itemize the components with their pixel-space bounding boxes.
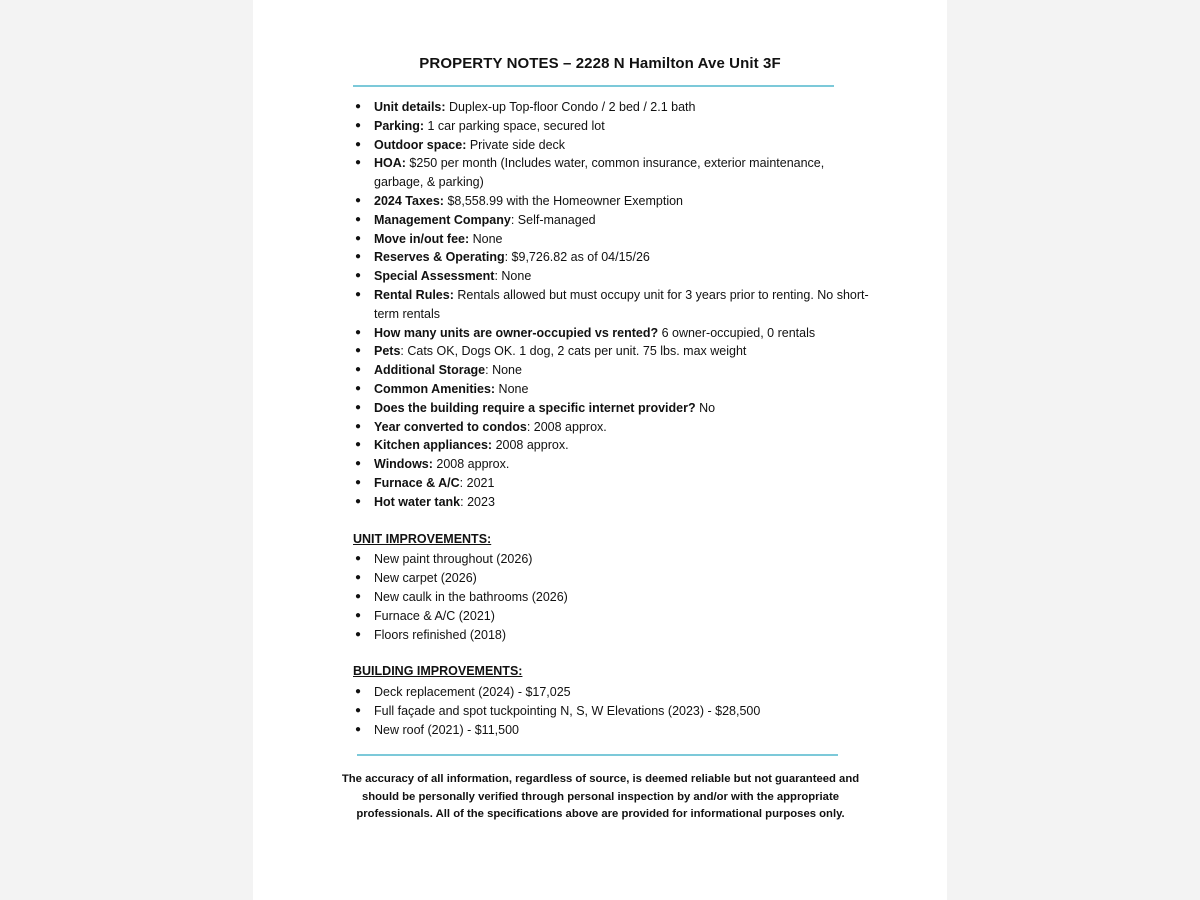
disclaimer-text: The accuracy of all information, regardless of source, is deemed reliable but not guaranteed and should be personally verified through personal inspection by and/or with the appropriate professionals. All of the specifications above are provided for informational purposes only. <box>341 773 860 820</box>
bullet-icon: ● <box>355 572 362 584</box>
building-improvements-list <box>353 683 873 739</box>
detail-item <box>353 455 873 474</box>
detail-label: Reserves & Operating <box>374 250 505 265</box>
unit-improvements-list <box>353 550 873 644</box>
detail-label: Pets <box>374 344 401 359</box>
detail-label: Furnace & A/C <box>374 475 460 490</box>
bullet-icon: ● <box>355 458 362 470</box>
building-improvement-item <box>353 721 873 740</box>
detail-value: $250 per month (Includes water, common insurance, exterior maintenance, garbage, & parking) <box>374 156 825 190</box>
building-improvement-item-text: New roof (2021) - $11,500 <box>374 722 519 737</box>
bullet-icon: ● <box>355 326 362 338</box>
detail-value: 6 owner-occupied, 0 rentals <box>658 325 816 340</box>
detail-value: 2008 approx. <box>432 457 510 472</box>
detail-item <box>353 136 873 155</box>
detail-item <box>353 154 873 192</box>
unit-improvement-item-text: Furnace & A/C (2021) <box>374 608 495 623</box>
document-page <box>253 0 947 900</box>
detail-label: Kitchen appliances: <box>374 438 493 453</box>
bullet-icon: ● <box>355 401 362 413</box>
detail-value: : $9,726.82 as of 04/15/26 <box>504 250 650 265</box>
detail-value: : 2023 <box>460 494 495 509</box>
building-improvements-heading: BUILDING IMPROVEMENTS: <box>353 664 523 679</box>
building-improvement-item <box>353 683 873 702</box>
detail-label: Common Amenities: <box>374 381 496 396</box>
detail-label: Rental Rules: <box>374 287 454 302</box>
detail-label: Move in/out fee: <box>374 231 470 246</box>
detail-label: How many units are owner-occupied vs rented? <box>374 325 659 340</box>
bullet-icon: ● <box>355 288 362 300</box>
bullet-icon: ● <box>355 495 362 507</box>
bullet-icon: ● <box>355 476 362 488</box>
detail-label: Unit details: <box>374 100 446 114</box>
bullet-icon: ● <box>355 251 362 263</box>
bullet-icon: ● <box>355 232 362 244</box>
unit-improvement-item-text: New caulk in the bathrooms (2026) <box>374 589 568 604</box>
property-details-list <box>353 98 873 512</box>
bullet-icon: ● <box>355 119 362 131</box>
unit-improvement-item-text: New carpet (2026) <box>374 571 477 586</box>
detail-item <box>353 493 873 512</box>
unit-improvement-item <box>353 588 873 607</box>
detail-item <box>353 230 873 249</box>
detail-label: Additional Storage <box>374 363 486 378</box>
bullet-icon: ● <box>355 101 362 112</box>
detail-value: : None <box>494 269 532 284</box>
bottom-divider <box>357 754 838 756</box>
detail-label: Does the building require a specific internet provider? <box>374 400 696 415</box>
detail-label: Management Company <box>374 212 511 227</box>
unit-improvement-item-text: New paint throughout (2026) <box>374 552 533 567</box>
detail-item <box>353 380 873 399</box>
detail-item <box>353 361 873 380</box>
bullet-icon: ● <box>355 382 362 394</box>
detail-value: 2008 approx. <box>492 438 569 453</box>
detail-value: : 2021 <box>459 475 495 490</box>
building-improvement-item-text: Full façade and spot tuckpointing N, S, W Elevations (2023) - $28,500 <box>374 703 761 718</box>
detail-value: Duplex-up Top-floor Condo / 2 bed / 2.1 bath <box>445 100 696 114</box>
bullet-icon: ● <box>355 364 362 376</box>
detail-item <box>353 286 873 324</box>
unit-improvements-heading: UNIT IMPROVEMENTS: <box>353 531 492 546</box>
detail-value: Private side deck <box>466 137 566 152</box>
detail-value: : 2008 approx. <box>526 419 607 434</box>
detail-value: None <box>495 381 529 396</box>
detail-label: Hot water tank <box>374 494 461 509</box>
detail-item <box>353 267 873 286</box>
detail-label: Parking: <box>374 118 425 133</box>
detail-item <box>353 211 873 230</box>
bullet-icon: ● <box>355 420 362 432</box>
bullet-icon: ● <box>355 686 362 698</box>
bullet-icon: ● <box>355 157 362 169</box>
building-improvement-item-text: Deck replacement (2024) - $17,025 <box>374 685 571 700</box>
detail-label: Special Assessment <box>374 269 495 284</box>
bullet-icon: ● <box>355 138 362 150</box>
bullet-icon: ● <box>355 628 362 640</box>
detail-item <box>353 418 873 437</box>
unit-improvement-item <box>353 626 873 645</box>
detail-value: $8,558.99 with the Homeowner Exemption <box>443 193 683 208</box>
detail-item <box>353 248 873 267</box>
bullet-icon: ● <box>355 213 362 225</box>
detail-item <box>353 98 873 117</box>
detail-label: HOA: <box>374 156 406 171</box>
bullet-icon: ● <box>355 439 362 451</box>
bullet-icon: ● <box>355 270 362 282</box>
detail-item <box>353 342 873 361</box>
unit-improvement-item <box>353 569 873 588</box>
detail-value: : Cats OK, Dogs OK. 1 dog, 2 cats per unit. 75 lbs. max weight <box>400 344 747 359</box>
bullet-icon: ● <box>355 609 362 621</box>
bullet-icon: ● <box>355 704 362 716</box>
detail-label: Outdoor space: <box>374 137 467 152</box>
top-divider <box>353 85 834 87</box>
unit-improvement-item-text: Floors refinished (2018) <box>374 627 507 642</box>
detail-item <box>353 474 873 493</box>
detail-label: 2024 Taxes: <box>374 193 444 208</box>
detail-item <box>353 117 873 136</box>
bullet-icon: ● <box>355 553 362 565</box>
detail-value: 1 car parking space, secured lot <box>424 118 605 133</box>
page-title: PROPERTY NOTES – 2228 N Hamilton Ave Unit 3F <box>419 55 781 72</box>
detail-value: : Self-managed <box>510 212 596 227</box>
document-content <box>353 98 873 740</box>
detail-label: Windows: <box>374 457 433 472</box>
bullet-icon: ● <box>355 345 362 357</box>
detail-item <box>353 436 873 455</box>
detail-item <box>353 192 873 211</box>
detail-item <box>353 399 873 418</box>
bullet-icon: ● <box>355 590 362 602</box>
bullet-icon: ● <box>355 194 362 206</box>
building-improvement-item <box>353 702 873 721</box>
detail-value: None <box>469 231 503 246</box>
detail-item <box>353 324 873 343</box>
unit-improvement-item <box>353 550 873 569</box>
bullet-icon: ● <box>355 723 362 735</box>
detail-value: No <box>695 400 716 415</box>
unit-improvement-item <box>353 607 873 626</box>
detail-value: : None <box>485 363 522 378</box>
detail-value: Rentals allowed but must occupy unit for 3 years prior to renting. No short-term rentals <box>374 287 869 321</box>
detail-label: Year converted to condos <box>374 419 527 434</box>
